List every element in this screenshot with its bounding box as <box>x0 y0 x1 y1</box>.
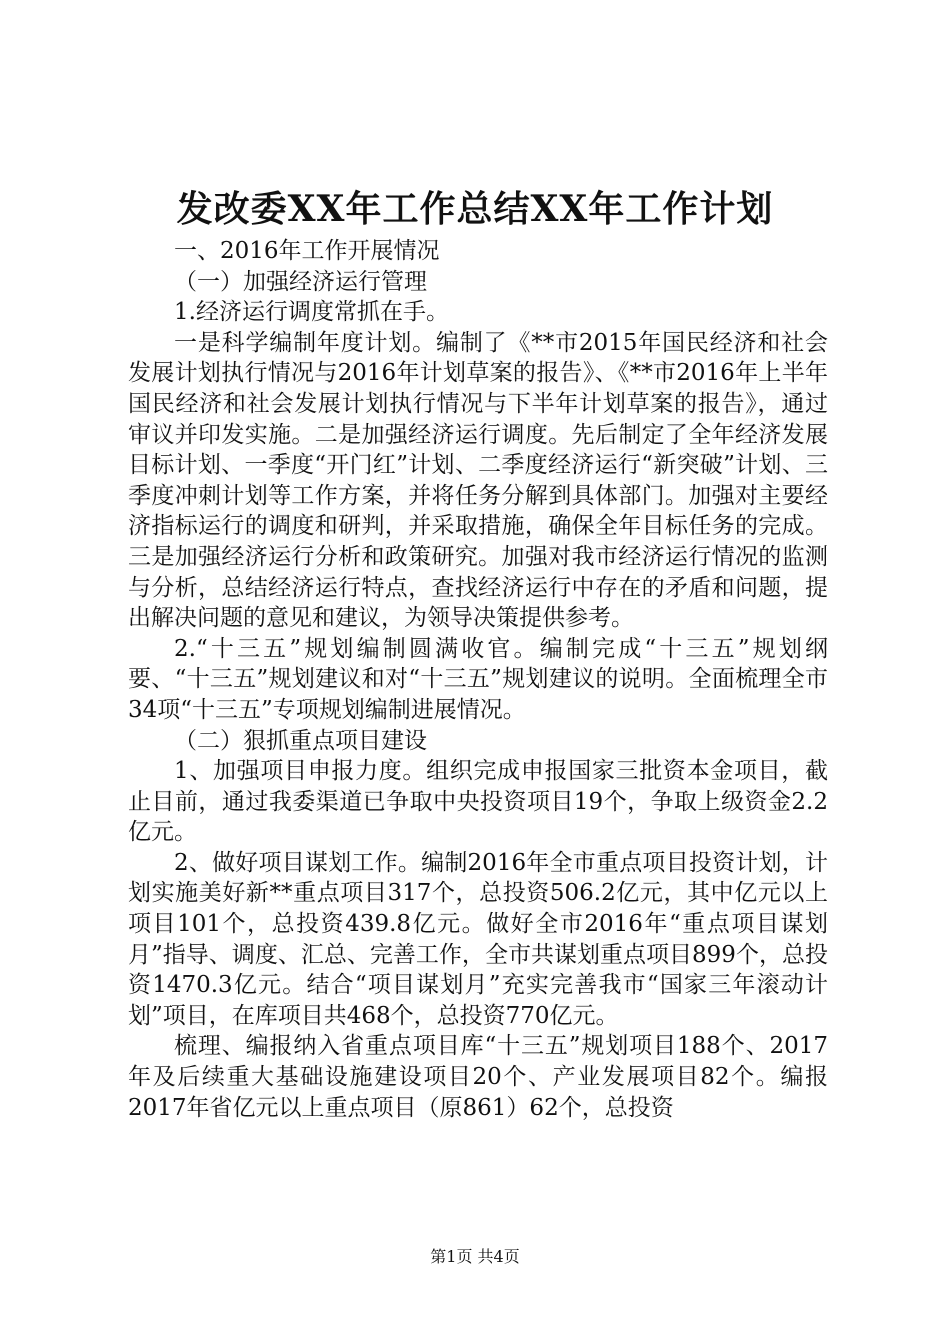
item-heading-1: 1.经济运行调度常抓在手。 <box>174 299 449 326</box>
section-heading-1: 一、2016年工作开展情况 <box>174 238 440 264</box>
paragraph: 1、加强项目申报力度。组织完成申报国家三批资本金项目，截止目前，通过我委渠道已争取中央投资项目19个，争取上级资金2.2亿元。 <box>128 758 828 846</box>
paragraph: 2、做好项目谋划工作。编制2016年全市重点项目投资计划，计划实施美好新**重点项目317个，总投资506.2亿元，其中亿元以上项目101个，总投资439.8亿元。做好全市2016年“重点项目谋划月”指导、调度、汇总、完善工作，全市共谋划重点项目899个，总投资1470.3亿元。结合“项目谋划月”充实完善我市“国家三年滚动计划”项目，在库项目共468个，总投资770亿元。 <box>128 849 828 1029</box>
subsection-heading-1: （一）加强经济运行管理 <box>174 268 427 295</box>
document-title: 发改委XX年工作总结XX年工作计划 <box>176 188 774 230</box>
paragraph: 一是科学编制年度计划。编制了《**市2015年国民经济和社会发展计划执行情况与2016年计划草案的报告》、《**市2016年上半年国民经济和社会发展计划执行情况与下半年计划草案的报告》，通过审议并印发实施。二是加强经济运行调度。先后制定了全年经济发展目标计划、一季度“开门红”计划、二季度经济运行“新突破”计划、三季度冲刺计划等工作方案，并将任务分解到具体部门。加强对主要经济指标运行的调度和研判，并采取措施，确保全年目标任务的完成。三是加强经济运行分析和政策研究。加强对我市经济运行情况的监测与分析，总结经济运行特点，查找经济运行中存在的矛盾和问题，提出解决问题的意见和建议，为领导决策提供参考。 <box>128 329 828 632</box>
page-footer: 第1页 共4页 <box>430 1247 520 1266</box>
subsection-heading-2: （二）狠抓重点项目建设 <box>174 727 427 754</box>
paragraph: 梳理、编报纳入省重点项目库“十三五”规划项目188个、2017年及后续重大基础设施建设项目20个、产业发展项目82个。编报2017年省亿元以上重点项目（原861）62个，总投资 <box>128 1033 828 1121</box>
paragraph: 2.“十三五”规划编制圆满收官。编制完成“十三五”规划纲要、“十三五”规划建议和对“十三五”规划建议的说明。全面梳理全市34项“十三五”专项规划编制进展情况。 <box>128 635 828 723</box>
document-body <box>128 236 828 1123</box>
